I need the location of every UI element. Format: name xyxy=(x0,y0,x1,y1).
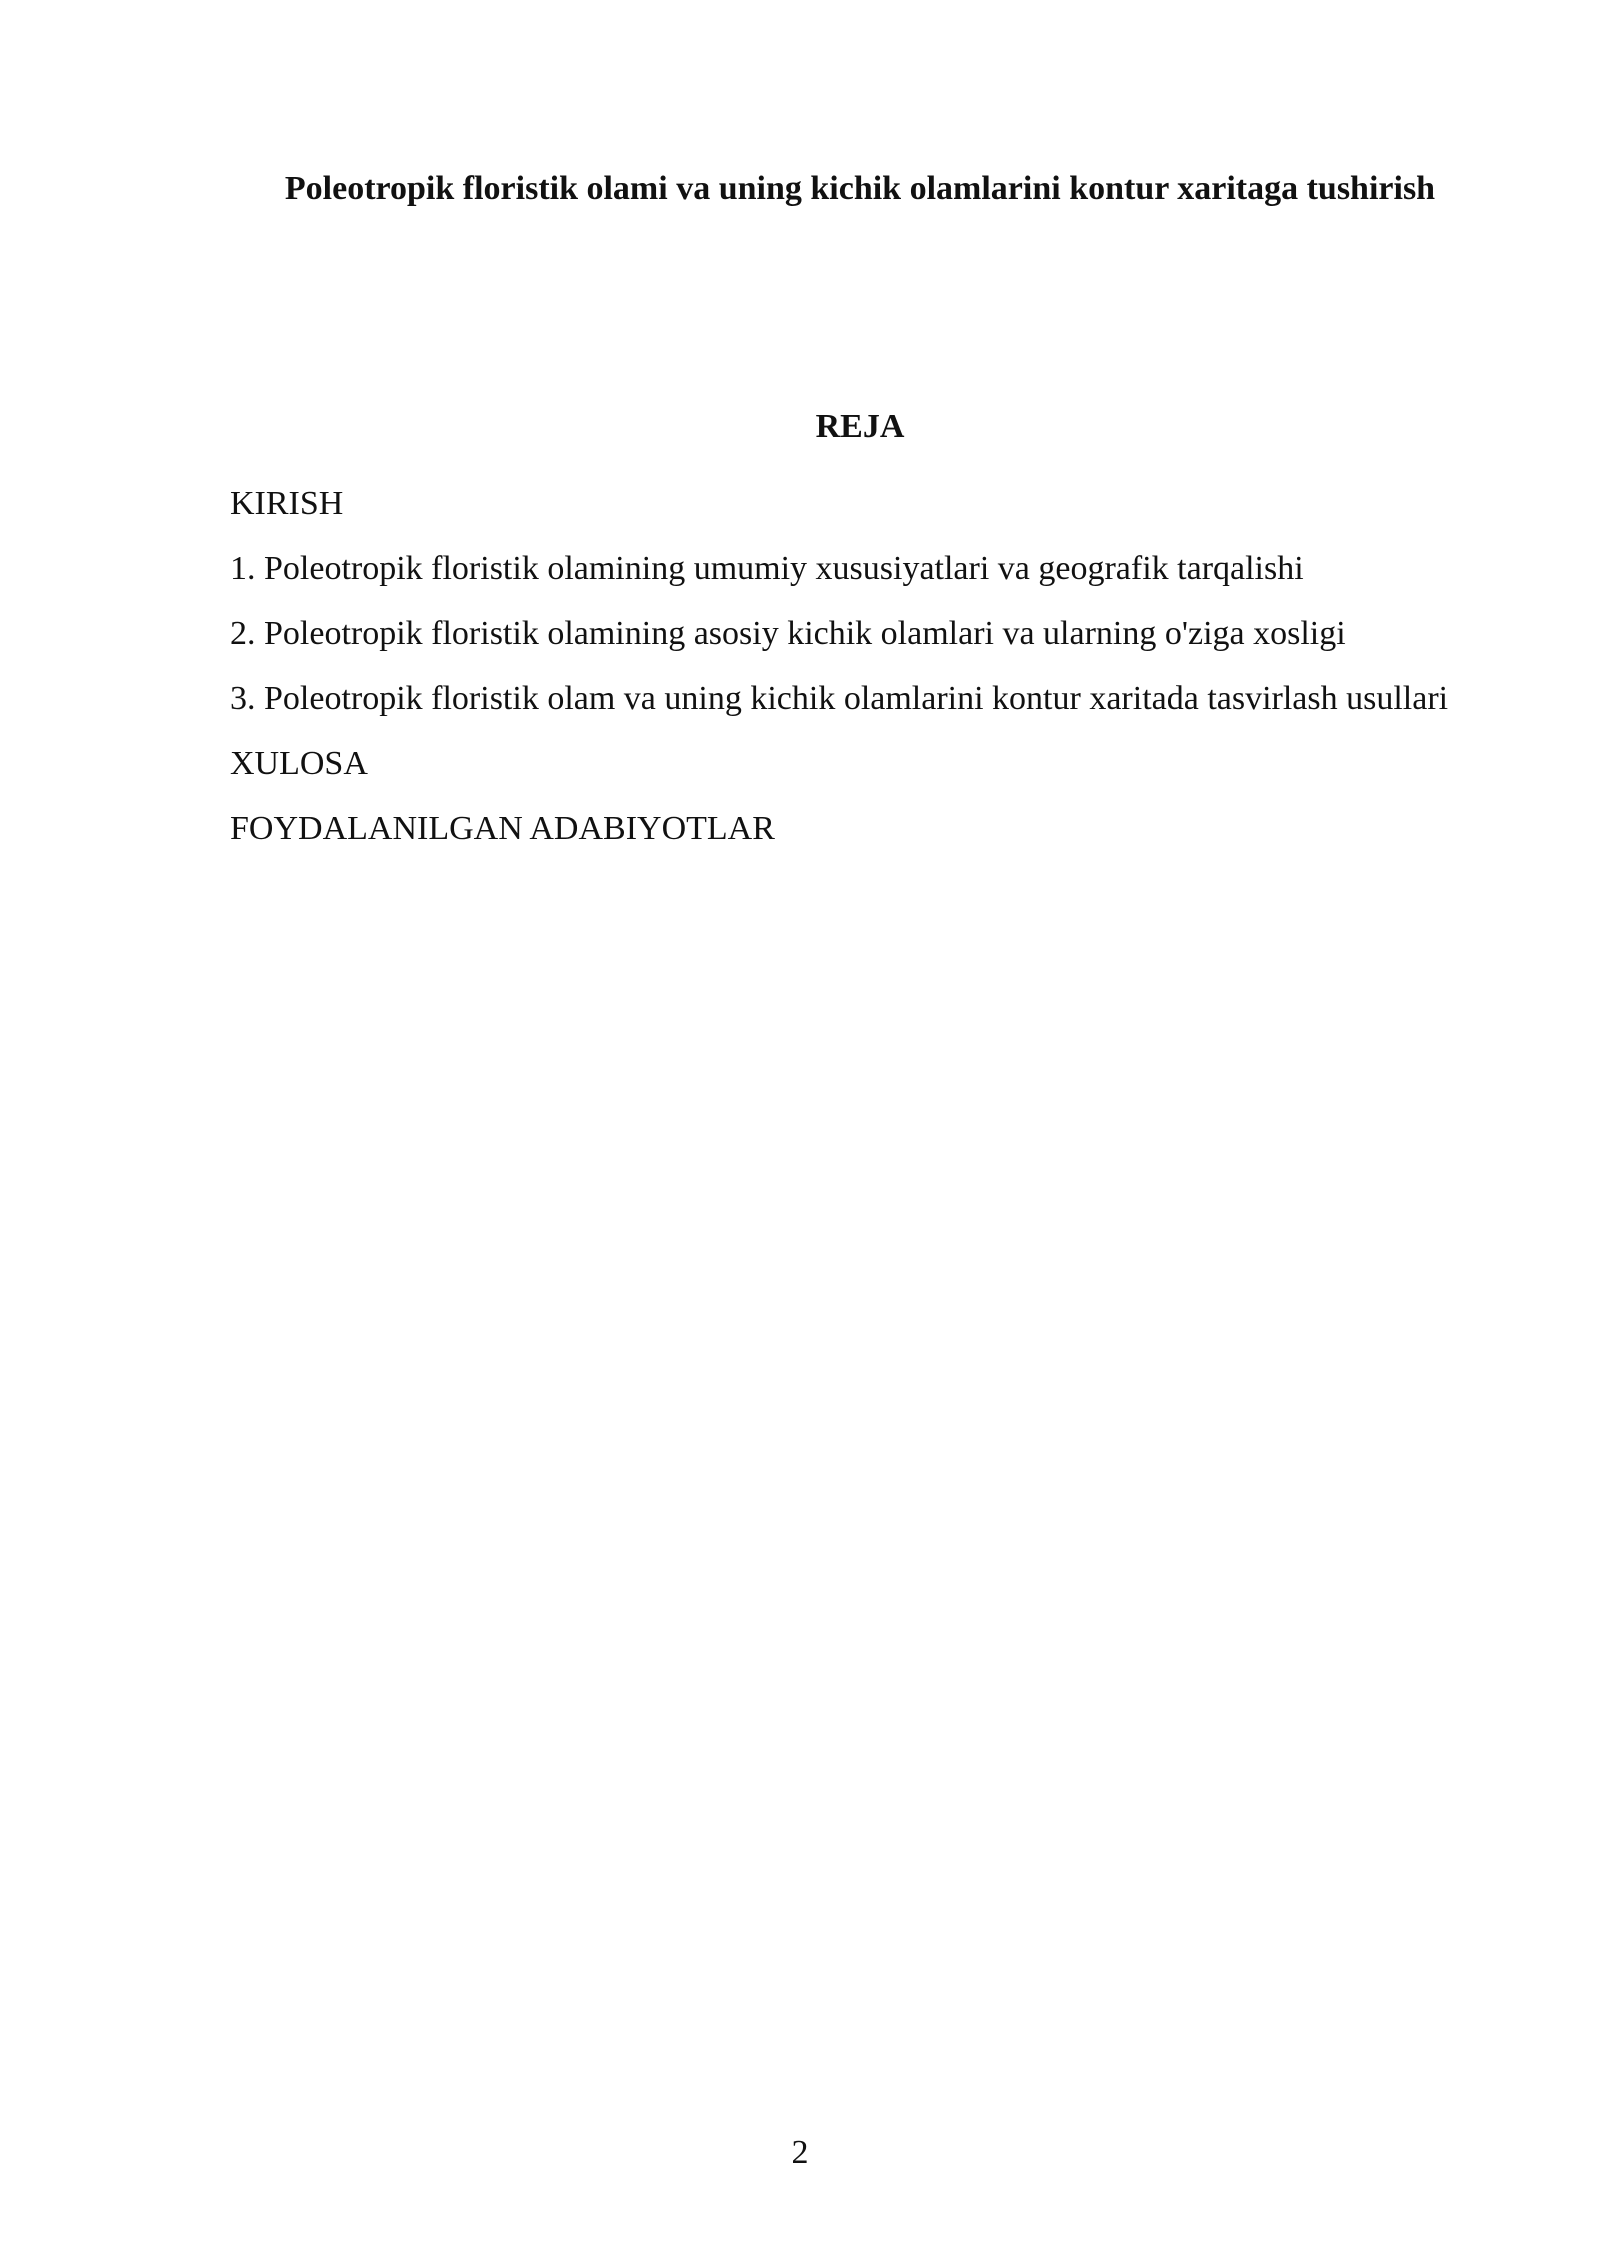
plan-item-2: 2. Poleotropik floristik olamining asosiy kichik olamlari va ularning o'ziga xosligi xyxy=(230,615,1346,652)
plan-item-3: 3. Poleotropik floristik olam va uning kichik olamlarini kontur xaritada tasvirlash usullari xyxy=(230,680,1449,717)
plan-list xyxy=(230,475,1490,865)
document-title: Poleotropik floristik olami va uning kichik olamlarini kontur xaritaga tushirish xyxy=(284,170,1436,207)
plan-heading: REJA xyxy=(815,408,905,445)
plan-item-introduction: KIRISH xyxy=(230,485,344,522)
plan-item-1: 1. Poleotropik floristik olamining umumiy xususiyatlari va geografik tarqalishi xyxy=(230,550,1304,587)
plan-item-conclusion: XULOSA xyxy=(230,745,368,782)
page-number: 2 xyxy=(791,2134,809,2171)
plan-item-references: FOYDALANILGAN ADABIYOTLAR xyxy=(230,810,775,847)
